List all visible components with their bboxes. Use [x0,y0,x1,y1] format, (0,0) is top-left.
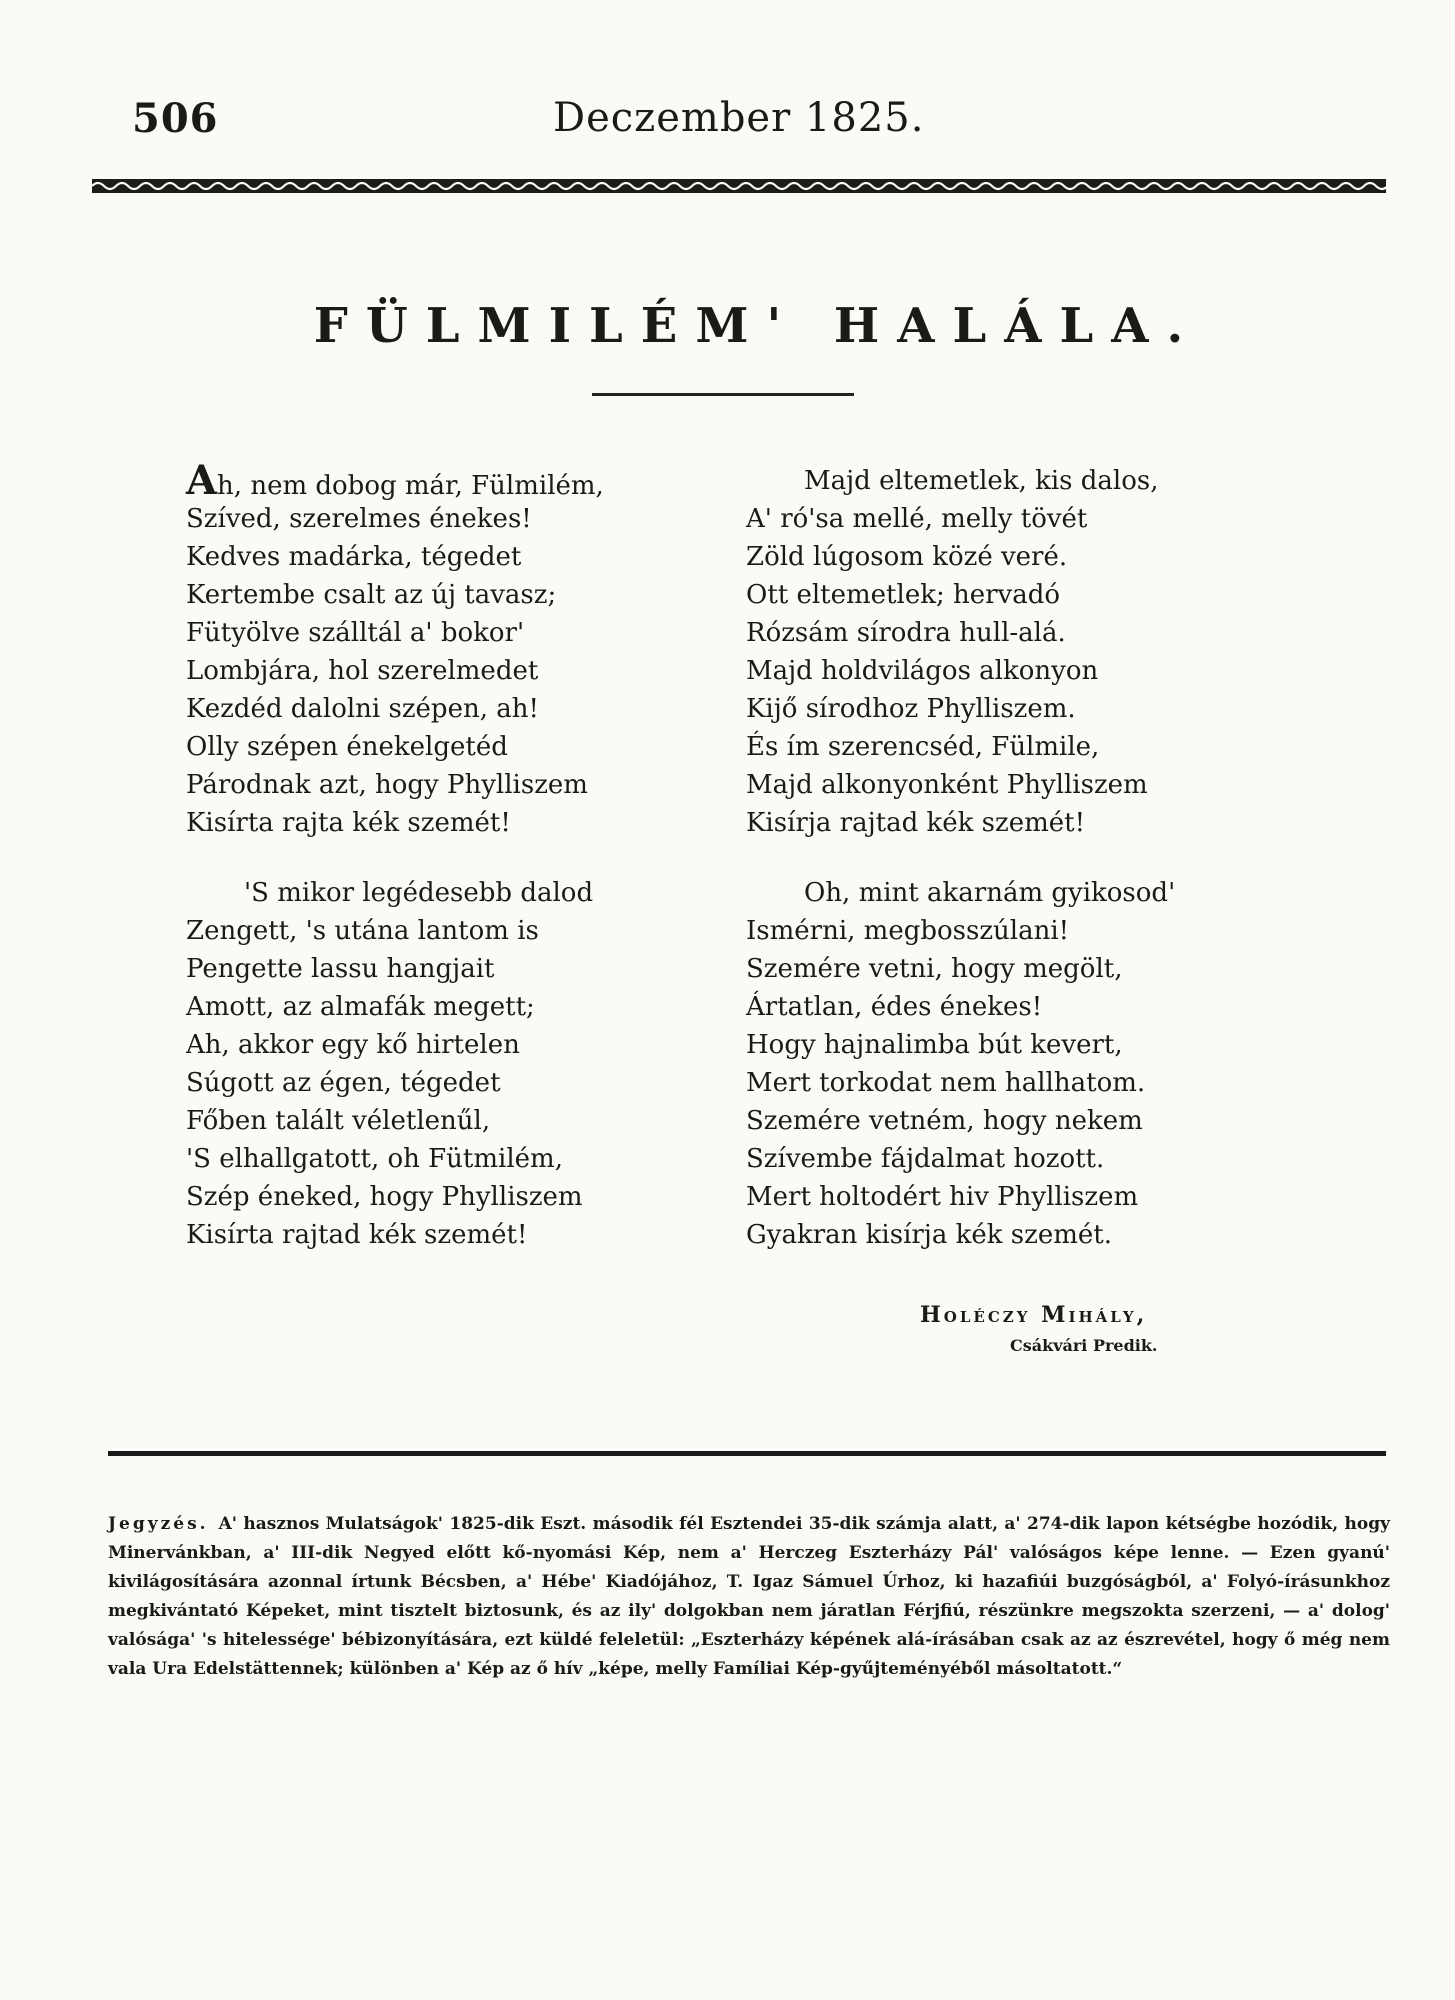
verse-line: Kisírja rajtad kék szemét! [746,808,1086,838]
verse-line: Szemére vetni, hogy megölt, [746,954,1123,984]
verse-line: Oh, mint akarnám gyikosod' [804,878,1176,908]
verse-line: Ártatlan, édes énekes! [746,992,1043,1022]
verse-line: Kisírta rajtad kék szemét! [186,1220,528,1250]
verse-line: Zengett, 's utána lantom is [186,916,539,946]
verse-line: 'S elhallgatott, oh Fütmilém, [186,1144,563,1174]
page-number: 506 [132,95,219,142]
footnote-text: A' hasznos Mulatságok' 1825-dik Eszt. második fél Esztendei 35-dik számja alatt, a' 274-dik lapon kétségbe hozódik, hogy Minervánkban, a' III-dik Negyed előtt kő-nyomási Kép, nem a' Herczeg Eszterházy Pál' valóságos képe lenne. — Ezen gyanú' kivilágosítására azonnal írtunk Bécsben, a' Hébe' Kiadójához, T. Igaz Sámuel Úrhoz, ki hazafiúi buzgóságból, a' Folyó-írásunkhoz megkivántató Képeket, mint tisztelt biztosunk, és az ily' dolgokban nem járatlan Férjfiú, részünkre megszokta szerzeni, — a' dolog' valósága' 's hitelessége' bébizonyítására, ezt küldé feleletül: „Eszterházy képének alá-írásában csak az az észrevétel, hogy ő még nem vala Ura Edelstättennek; különben a' Kép az ő hív „képe, melly Famíliai Kép-gyűjteményéből másoltatott.“ [108,1514,1390,1679]
verse-line: Fütyölve szálltál a' bokor' [186,618,525,648]
verse-line: Ah, akkor egy kő hirtelen [186,1030,520,1060]
running-head [128,95,1288,155]
left-column [186,457,726,1286]
verse-line: Majd alkonyonként Phylliszem [746,770,1148,800]
verse-line: Lombjára, hol szerelmedet [186,656,539,686]
author-name: Holéczy Mihály, [920,1302,1148,1328]
verse-line: A' ró'sa mellé, melly tövét [746,504,1088,534]
footnote-label: Jegyzés. [108,1514,209,1534]
verse-line: Mert torkodat nem hallhatom. [746,1068,1146,1098]
title-rule [592,393,854,396]
verse-line: Kisírta rajta kék szemét! [186,808,511,838]
verse-line: Ott eltemetlek; hervadó [746,580,1061,610]
footer-rule [108,1451,1386,1456]
stanza-left-2 [186,874,726,1254]
ornamental-rule [92,175,1386,197]
verse-line: Szívembe fájdalmat hozott. [746,1144,1105,1174]
right-column [746,462,1286,1286]
verse-line: Szíved, szerelmes énekes! [186,504,532,534]
footnote [108,1510,1390,1684]
running-title: Deczember 1825. [553,95,925,141]
drop-initial: A [186,457,218,504]
verse-line: Majd eltemetlek, kis dalos, [804,466,1159,496]
verse-line: Majd holdvilágos alkonyon [746,656,1099,686]
stanza-right-2 [746,874,1286,1254]
verse-line: Gyakran kisírja kék szemét. [746,1220,1112,1250]
verse-line: Ismérni, megbosszúlani! [746,916,1070,946]
verse-line: Pengette lassu hangjait [186,954,495,984]
verse-line: 'S mikor legédesebb dalod [244,878,594,908]
verse-line: Olly szépen énekelgetéd [186,732,508,762]
verse-line: Mert holtodért hiv Phylliszem [746,1182,1139,1212]
verse-line: És ím szerencséd, Fülmile, [746,732,1100,762]
verse-line: Párodnak azt, hogy Phylliszem [186,770,588,800]
verse-line: Főben talált véletlenűl, [186,1106,491,1136]
verse-line [186,457,726,504]
verse-line: Kertembe csalt az új tavasz; [186,580,557,610]
stanza-left-1 [186,457,726,842]
author-role: Csákvári Predik. [1010,1336,1158,1355]
verse-text: h, nem dobog már, Fülmilém, [217,471,604,501]
stanza-right-1 [746,462,1286,842]
verse-line: Rózsám sírodra hull-alá. [746,618,1066,648]
verse-line: Szemére vetném, hogy nekem [746,1106,1143,1136]
verse-line: Kijő sírodhoz Phylliszem. [746,694,1076,724]
verse-line: Hogy hajnalimba bút kevert, [746,1030,1123,1060]
verse-line: Zöld lúgosom közé veré. [746,542,1068,572]
verse-line: Kedves madárka, tégedet [186,542,522,572]
signature [920,1302,1260,1355]
verse-line: Amott, az almafák megett; [186,992,535,1022]
verse-line: Szép éneked, hogy Phylliszem [186,1182,583,1212]
verse-line: Kezdéd dalolni szépen, ah! [186,694,539,724]
verse-line: Súgott az égen, tégedet [186,1068,501,1098]
poem-title: FÜLMILÉM' HALÁLA. [313,298,1202,354]
